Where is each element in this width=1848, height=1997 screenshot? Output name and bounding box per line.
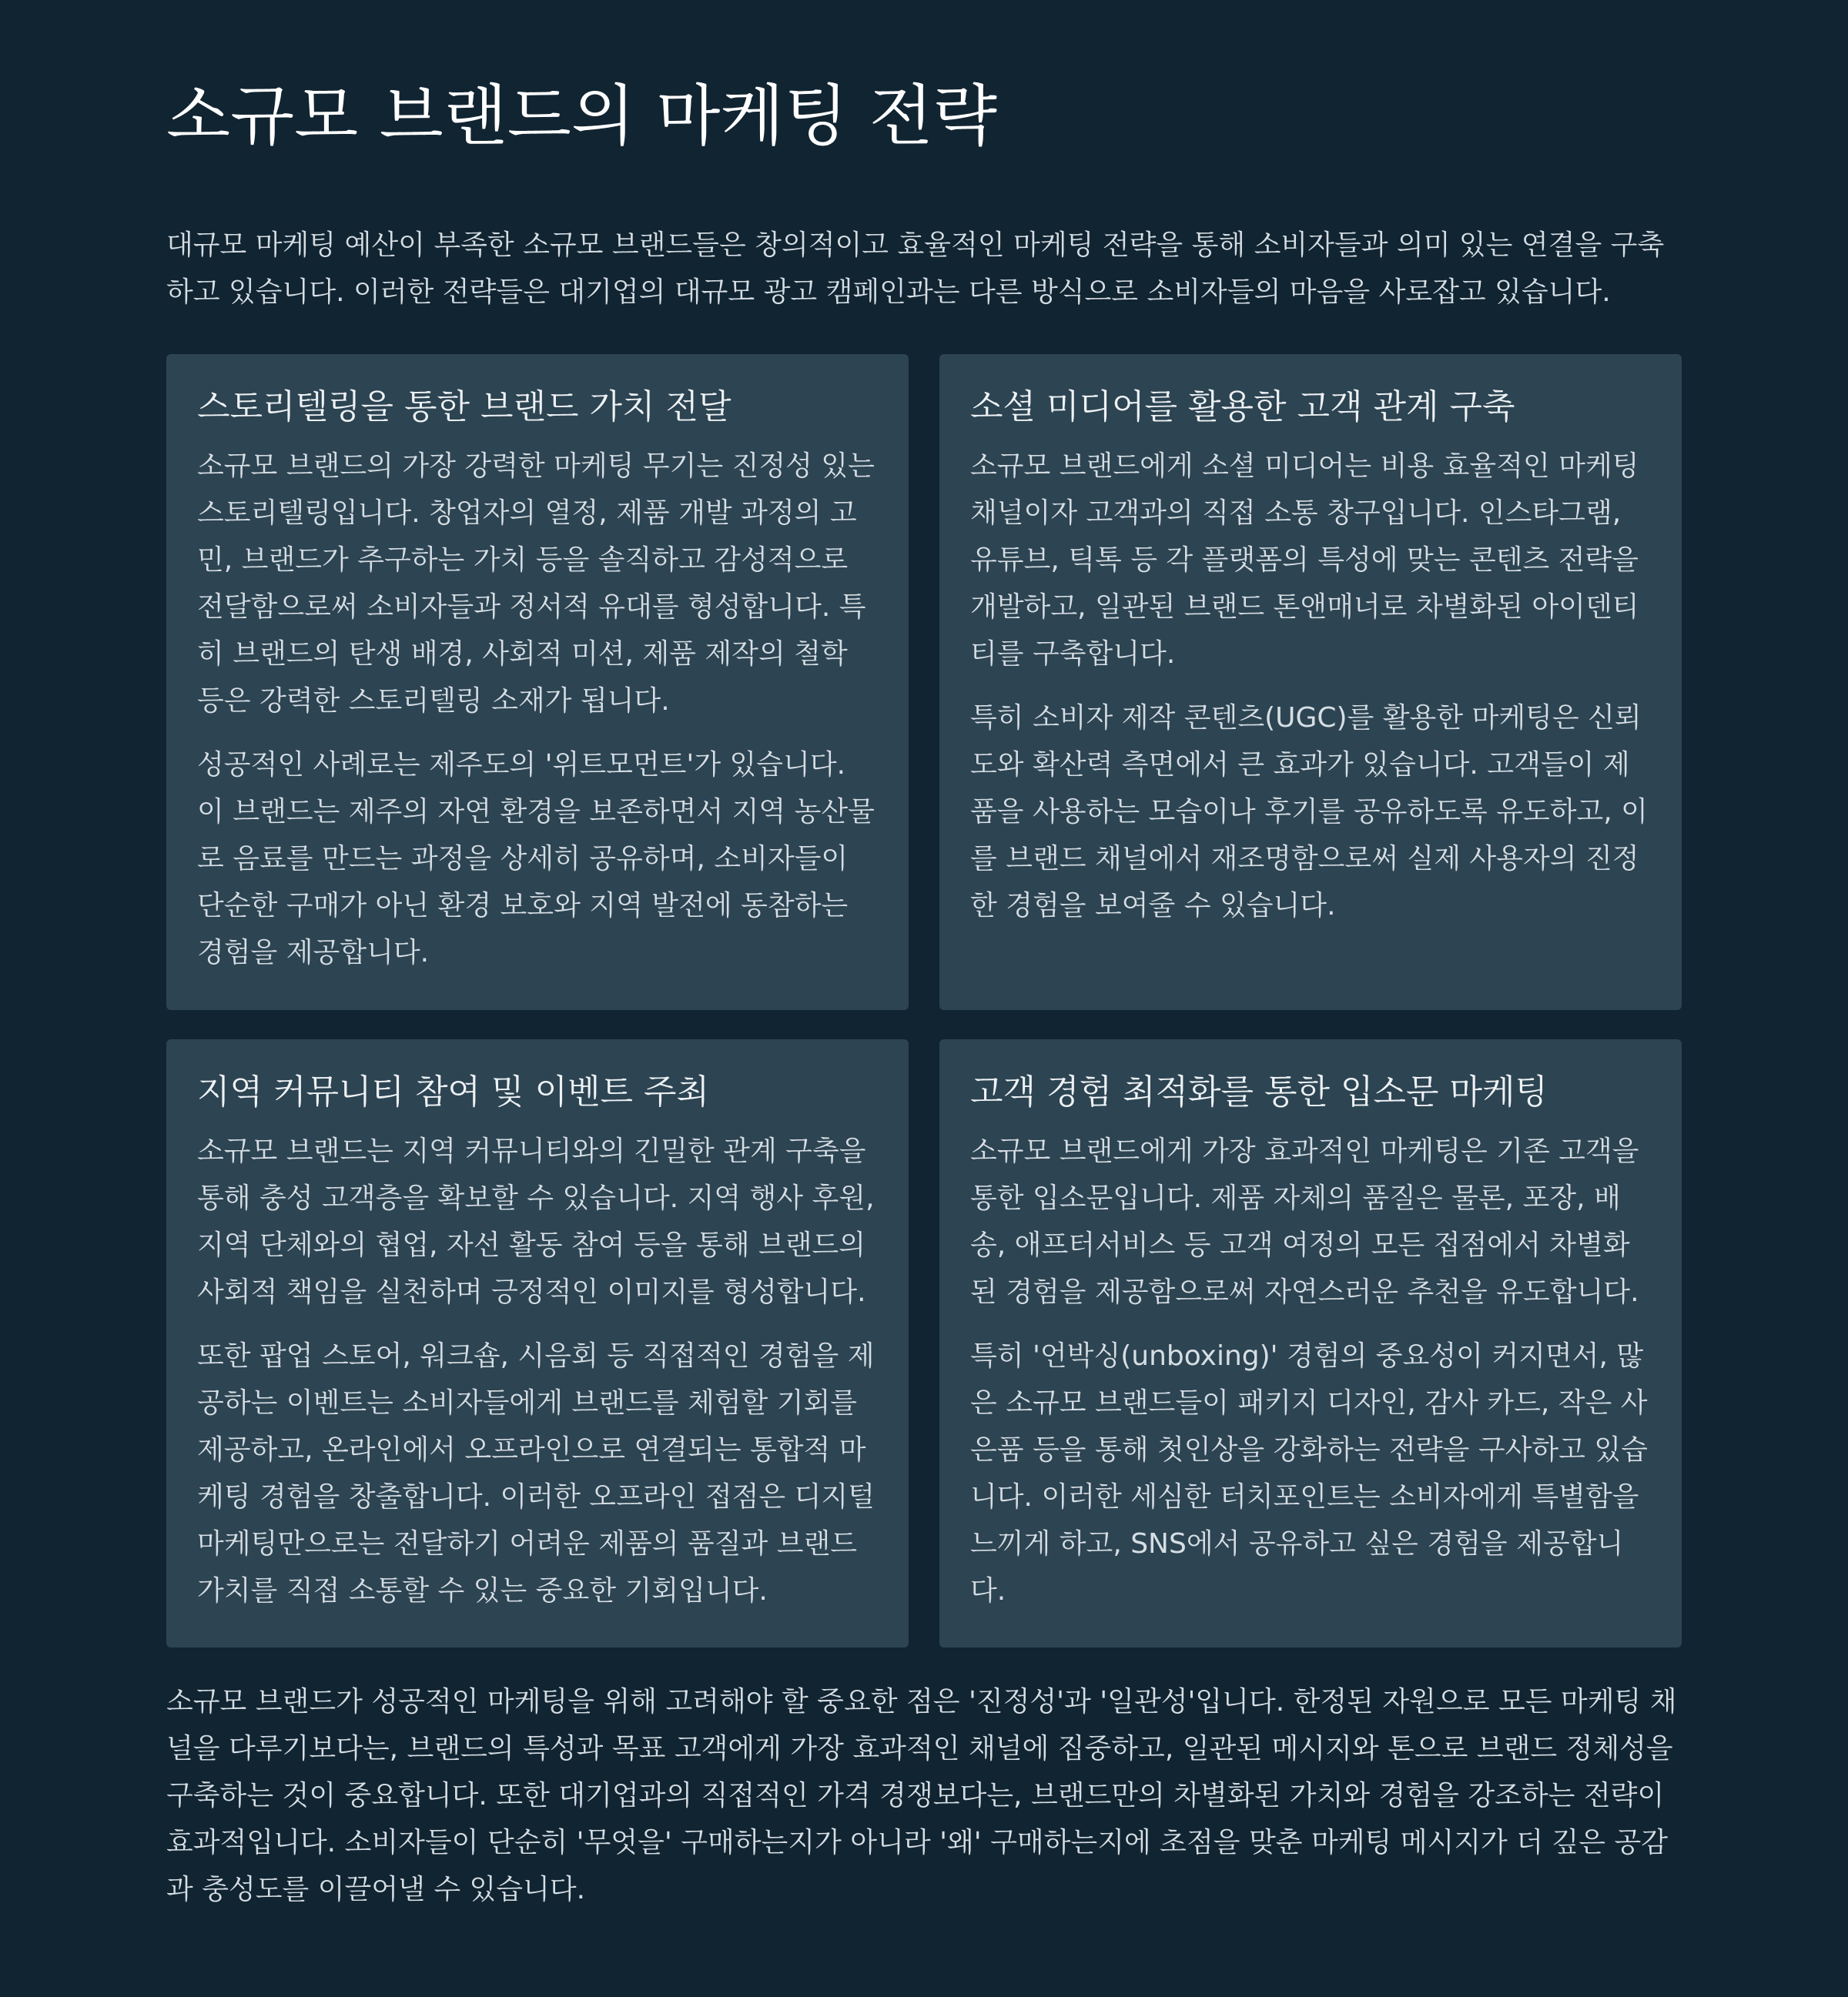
card-paragraph: 소규모 브랜드에게 가장 효과적인 마케팅은 기존 고객을 통한 입소문입니다. 제품 자체의 품질은 물론, 포장, 배송, 애프터서비스 등 고객 여정의 모든 접점에서 차별화된 경험을 제공함으로써 자연스러운 추천을 유도합니다.: [970, 1136, 1639, 1309]
card-paragraph: 소규모 브랜드는 지역 커뮤니티와의 긴밀한 관계 구축을 통해 충성 고객층을 확보할 수 있습니다. 지역 행사 후원, 지역 단체와의 협업, 자선 활동 참여 등을 통해 브랜드의 사회적 책임을 실천하며 긍정적인 이미지를 형성합니다.: [197, 1136, 875, 1309]
card-customer-experience: [939, 1039, 1682, 1647]
intro-paragraph: 대규모 마케팅 예산이 부족한 소규모 브랜드들은 창의적이고 효율적인 마케팅 전략을 통해 소비자들과 의미 있는 연결을 구축하고 있습니다. 이러한 전략들은 대기업의 대규모 광고 캠페인과는 다른 방식으로 소비자들의 마음을 사로잡고 있습니다.: [166, 229, 1665, 308]
card-paragraph: 특히 '언박싱(unboxing)' 경험의 중요성이 커지면서, 많은 소규모 브랜드들이 패키지 디자인, 감사 카드, 작은 사은품 등을 통해 첫인상을 강화하는 전략을 구사하고 있습니다. 이러한 세심한 터치포인트는 소비자에게 특별함을 느끼게 하고, SNS에서 공유하고 싶은 경험을 제공합니다.: [970, 1340, 1648, 1607]
conclusion-paragraph: 소규모 브랜드가 성공적인 마케팅을 위해 고려해야 할 중요한 점은 '진정성'과 '일관성'입니다. 한정된 자원으로 모든 마케팅 채널을 다루기보다는, 브랜드의 특성과 목표 고객에게 가장 효과적인 채널에 집중하고, 일관된 메시지와 톤으로 브랜드 정체성을 구축하는 것이 중요합니다. 또한 대기업과의 직접적인 가격 경쟁보다는, 브랜드만의 차별화된 가치와 경험을 강조하는 전략이 효과적입니다. 소비자들이 단순히 '무엇을' 구매하는지가 아니라 '왜' 구매하는지에 초점을 맞춘 마케팅 메시지가 더 깊은 공감과 충성도를 이끌어낼 수 있습니다.: [166, 1686, 1677, 1905]
card-heading: 고객 경험 최적화를 통한 입소문 마케팅: [970, 1072, 1548, 1112]
card-heading: 지역 커뮤니티 참여 및 이벤트 주최: [197, 1072, 709, 1112]
card-social-media: [939, 354, 1682, 1010]
card-paragraph: 성공적인 사례로는 제주도의 '위트모먼트'가 있습니다. 이 브랜드는 제주의 자연 환경을 보존하면서 지역 농산물로 음료를 만드는 과정을 상세히 공유하며, 소비자들이 단순한 구매가 아닌 환경 보호와 지역 발전에 동참하는 경험을 제공합니다.: [197, 749, 875, 969]
card-heading: 소셜 미디어를 활용한 고객 관계 구축: [970, 387, 1515, 426]
card-local-community: [166, 1039, 909, 1647]
card-paragraph: 특히 소비자 제작 콘텐츠(UGC)를 활용한 마케팅은 신뢰도와 확산력 측면에서 큰 효과가 있습니다. 고객들이 제품을 사용하는 모습이나 후기를 공유하도록 유도하고, 이를 브랜드 채널에서 재조명함으로써 실제 사용자의 진정한 경험을 보여줄 수 있습니다.: [970, 702, 1648, 922]
card-paragraph: 또한 팝업 스토어, 워크숍, 시음회 등 직접적인 경험을 제공하는 이벤트는 소비자들에게 브랜드를 체험할 기회를 제공하고, 온라인에서 오프라인으로 연결되는 통합적 마케팅 경험을 창출합니다. 이러한 오프라인 접점은 디지털 마케팅만으로는 전달하기 어려운 제품의 품질과 브랜드 가치를 직접 소통할 수 있는 중요한 기회입니다.: [197, 1340, 875, 1607]
card-storytelling: [166, 354, 909, 1010]
card-paragraph: 소규모 브랜드에게 소셜 미디어는 비용 효율적인 마케팅 채널이자 고객과의 직접 소통 창구입니다. 인스타그램, 유튜브, 틱톡 등 각 플랫폼의 특성에 맞는 콘텐츠 전략을 개발하고, 일관된 브랜드 톤앤매너로 차별화된 아이덴티티를 구축합니다.: [970, 450, 1639, 671]
page-title: 소규모 브랜드의 마케팅 전략: [166, 78, 997, 155]
card-paragraph: 소규모 브랜드의 가장 강력한 마케팅 무기는 진정성 있는 스토리텔링입니다. 창업자의 열정, 제품 개발 과정의 고민, 브랜드가 추구하는 가치 등을 솔직하고 감성적으로 전달함으로써 소비자들과 정서적 유대를 형성합니다. 특히 브랜드의 탄생 배경, 사회적 미션, 제품 제작의 철학 등은 강력한 스토리텔링 소재가 됩니다.: [197, 450, 875, 718]
card-heading: 스토리텔링을 통한 브랜드 가치 전달: [197, 387, 732, 426]
